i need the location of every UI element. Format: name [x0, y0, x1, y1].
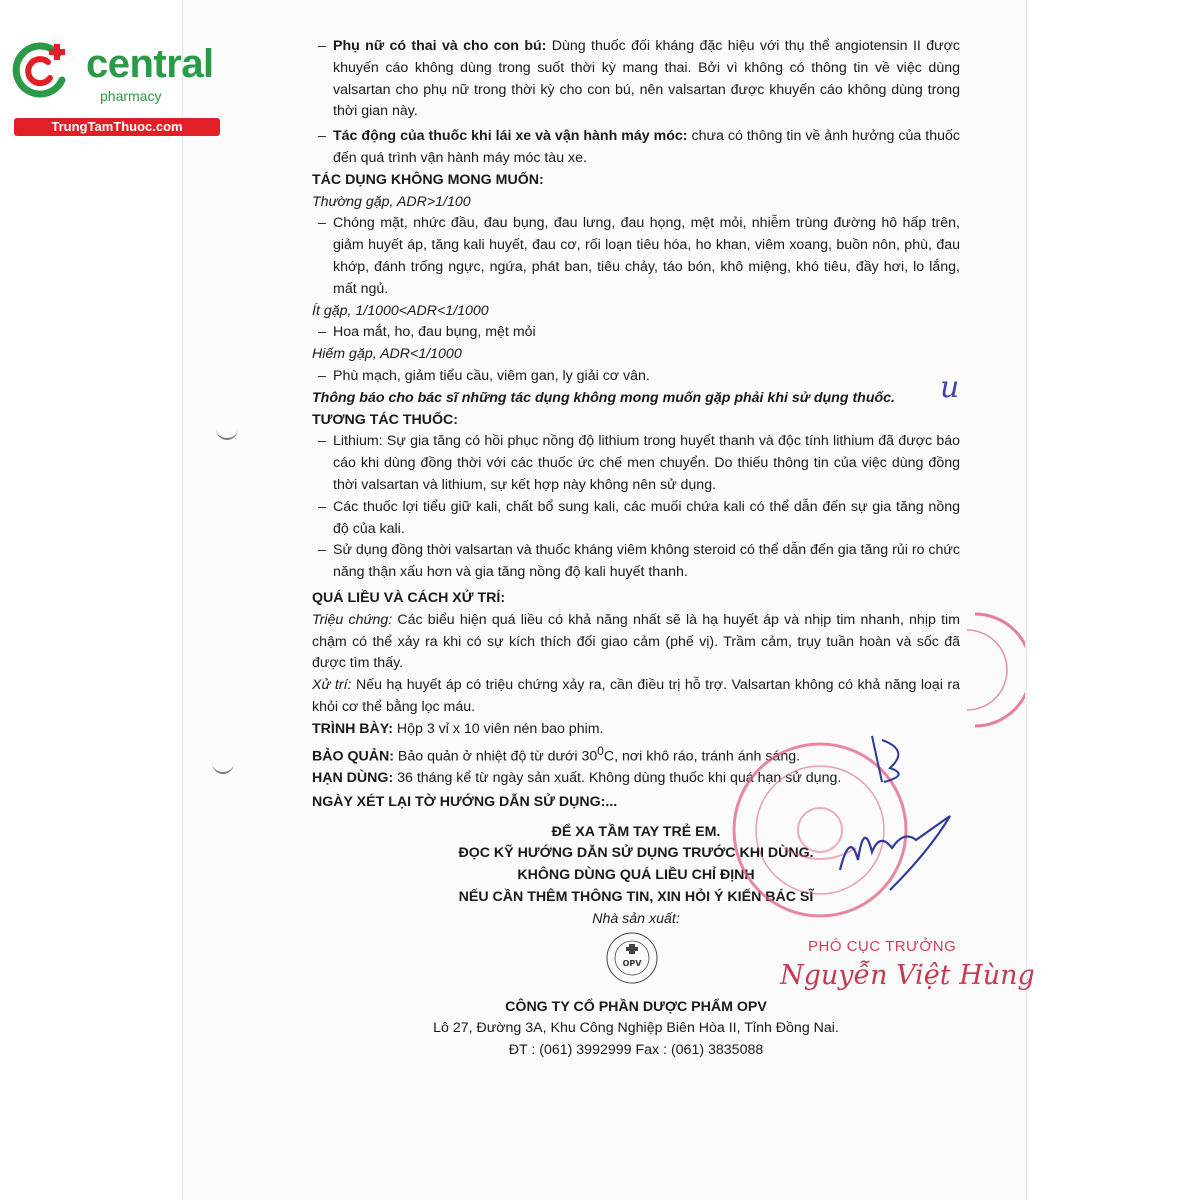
- pregnancy-text: Dùng thuốc đối kháng đặc hiệu với thụ thể angiotensin II được khuyến cáo không dùng trong suốt thời kỳ mang thai. Bởi vì không có thông tin về việc dùng valsartan cho phụ nữ trong thời kỳ cho con bú, nên valsartan được khuyến cáo không dùng trong thời gian này.: [333, 38, 960, 120]
- interaction-item: – Lithium: Sự gia tăng có hồi phục nồng độ lithium trong huyết thanh và độc tính lithium đã được báo cáo khi dùng đồng thời với các thuốc ức chế men chuyển. Do thiếu thông tin của việc dùng đồng thời valsartan và lithium, sự kết hợp này không nên sử dụng.: [318, 433, 960, 493]
- partial-seal-icon: [955, 610, 1025, 730]
- overdose-heading: QUÁ LIỀU VÀ CÁCH XỬ TRÍ:: [312, 589, 506, 606]
- pregnancy-title: Phụ nữ có thai và cho con bú:: [333, 38, 547, 54]
- logo-brand: central: [86, 42, 214, 86]
- symptoms-text: Các biểu hiện quá liều có khả năng nhất sẽ là hạ huyết áp và nhịp tim nhanh, nhịp tim chậm có thể xảy ra khi có sự kích thích đối giao cảm (phế vị). Trầm cảm, trụy tuần hoàn và sốc đã được tìm thấy.: [312, 611, 960, 672]
- shelf-life-text: 36 tháng kể từ ngày sản xuất. Không dùng thuốc khi quá hạn sử dụng.: [393, 770, 842, 787]
- driving-section: – Tác động của thuốc khi lái xe và vận hành máy móc: chưa có thông tin về ảnh hưởng của thuốc đến quá trình vận hành máy móc tàu xe.: [318, 128, 960, 166]
- storage-text-after: C, nơi khô ráo, tránh ánh sáng.: [603, 748, 801, 765]
- company-name: CÔNG TY CỔ PHẦN DƯỢC PHẨM OPV: [505, 998, 767, 1015]
- adverse-heading: TÁC DỤNG KHÔNG MONG MUỐN:: [312, 171, 544, 188]
- adverse-rare-item: – Phù mạch, giảm tiểu cầu, viêm gan, ly giải cơ vân.: [318, 367, 650, 384]
- adverse-rare-label: Hiếm gặp, ADR<1/1000: [312, 346, 462, 363]
- adverse-uncommon-item: – Hoa mắt, ho, đau bụng, mệt mỏi: [318, 324, 536, 341]
- warning-line: KHÔNG DÙNG QUÁ LIỀU CHỈ ĐỊNH: [517, 867, 755, 884]
- interaction-item: – Các thuốc lợi tiểu giữ kali, chất bổ sung kali, các muối chứa kali có thể dẫn đến sự gia tăng nồng độ của kali.: [318, 498, 960, 537]
- treatment-label: Xử trí:: [312, 677, 352, 694]
- symptoms-label: Triệu chứng:: [312, 611, 393, 628]
- company-address: Lô 27, Đường 3A, Khu Công Nghiệp Biên Hòa II, Tỉnh Đồng Nai.: [433, 1020, 839, 1037]
- warning-line: ĐỂ XA TẦM TAY TRẺ EM.: [551, 823, 721, 840]
- driving-title: Tác động của thuốc khi lái xe và vận hành máy móc:: [333, 128, 688, 145]
- opv-seal-icon: [604, 930, 660, 986]
- adverse-uncommon-label: Ít gặp, 1/1000<ADR<1/1000: [312, 302, 489, 319]
- adverse-uncommon-text: Hoa mắt, ho, đau bụng, mệt mỏi: [333, 324, 536, 341]
- signature-scribble: [820, 720, 980, 920]
- storage-text: Bảo quản ở nhiệt độ từ dưới 30: [393, 748, 598, 765]
- interaction-item: – Sử dụng đồng thời valsartan và thuốc kháng viêm không steroid có thể dẫn đến gia tăng rủi ro chức năng thận xấu hơn và gia tăng nồng độ kali huyết thanh.: [318, 542, 960, 581]
- logo-sub: pharmacy: [100, 88, 162, 104]
- overdose-treatment: [312, 675, 960, 719]
- adverse-common-text: Chóng mặt, nhức đầu, đau bụng, đau lưng, đau họng, mệt mỏi, nhiễm trùng đường hô hấp trên, giảm huyết áp, tăng kali huyết, đau cơ, rối loạn tiêu hóa, ho khan, viêm xoang, buồn nôn, phù, đau khớp, đánh trống ngực, ngứa, phát ban, tiêu chảy, táo bón, khô miệng, khó tiêu, đầy hơi, lo lắng, mất ngủ.: [333, 215, 960, 297]
- opv-mark: OPV: [622, 959, 642, 968]
- interaction-potassium: Các thuốc lợi tiểu giữ kali, chất bổ sung kali, các muối chứa kali có thể dẫn đến sự gia tăng nồng độ của kali.: [333, 498, 960, 537]
- storage-label: BẢO QUẢN:: [312, 748, 394, 765]
- initials-mark: u: [940, 370, 960, 405]
- interaction-lithium: Lithium: Sự gia tăng có hồi phục nồng độ lithium trong huyết thanh và độc tính lithium đã được báo cáo khi dùng đồng thời với các thuốc ức chế men chuyển. Do thiếu thông tin của việc dùng đồng thời valsartan và lithium, sự kết hợp này không nên sử dụng.: [333, 433, 960, 493]
- interactions-heading: TƯƠNG TÁC THUỐC:: [312, 411, 459, 428]
- interaction-nsaid: Sử dụng đồng thời valsartan và thuốc kháng viêm không steroid có thể dẫn đến gia tăng rủi ro chức năng thận xấu hơn và gia tăng nồng độ kali huyết thanh.: [333, 542, 960, 581]
- treatment-text: Nếu hạ huyết áp có triệu chứng xảy ra, cần điều trị hỗ trợ. Valsartan không có khả năng loại ra khỏi cơ thể bằng lọc máu.: [312, 677, 960, 715]
- signature-title: PHÓ CỤC TRƯỞNG: [808, 938, 957, 955]
- storage-degree: 0: [597, 743, 604, 758]
- manufacturer-label: Nhà sản xuất:: [592, 910, 680, 927]
- adverse-rare-text: Phù mạch, giảm tiểu cầu, viêm gan, ly giải cơ vân.: [333, 367, 650, 384]
- pregnancy-section: – Phụ nữ có thai và cho con bú: Dùng thuốc đối kháng đặc hiệu với thụ thể angiotensin II được khuyến cáo không dùng trong suốt thời kỳ mang thai. Bởi vì không có thông tin về việc dùng valsartan cho phụ nữ trong thời kỳ cho con bú, nên valsartan được khuyến cáo không dùng trong thời gian này.: [318, 38, 960, 120]
- adverse-common-label: Thường gặp, ADR>1/100: [312, 193, 471, 210]
- shelf-life-label: HẠN DÙNG:: [312, 770, 394, 787]
- overdose-symptoms: [312, 610, 960, 675]
- adverse-common-item: – Chóng mặt, nhức đầu, đau bụng, đau lưng, đau họng, mệt mỏi, nhiễm trùng đường hô hấp trên, giảm huyết áp, tăng kali huyết, đau cơ, rối loạn tiêu hóa, ho khan, viêm xoang, buồn nôn, phù, đau khớp, đánh trống ngực, ngứa, phát ban, tiêu chảy, táo bón, khô miệng, khó tiêu, đầy hơi, lo lắng, mất ngủ.: [318, 215, 960, 297]
- central-pharmacy-logo[interactable]: [10, 38, 220, 138]
- signature-name: Nguyễn Việt Hùng: [780, 960, 1035, 991]
- review-date: NGÀY XÉT LẠI TỜ HƯỚNG DẪN SỬ DỤNG:...: [312, 793, 618, 810]
- cross-ring-icon: [10, 40, 72, 102]
- presentation-label: TRÌNH BÀY:: [312, 720, 393, 737]
- driving-text: chưa có thông tin về ảnh hưởng của thuốc đến quá trình vận hành máy móc tàu xe.: [333, 128, 960, 166]
- company-phone: ĐT : (061) 3992999 Fax : (061) 3835088: [508, 1042, 764, 1059]
- adverse-notice: Thông báo cho bác sĩ những tác dụng không mong muốn gặp phải khi sử dụng thuốc.: [312, 389, 895, 406]
- warning-line: NẾU CẦN THÊM THÔNG TIN, XIN HỎI Ý KIẾN BÁC SĨ: [458, 889, 814, 906]
- presentation-text: Hộp 3 vỉ x 10 viên nén bao phim.: [392, 720, 604, 737]
- warning-line: ĐỌC KỸ HƯỚNG DẪN SỬ DỤNG TRƯỚC KHI DÙNG.: [458, 845, 814, 862]
- logo-site[interactable]: TrungTamThuoc.com: [14, 118, 220, 136]
